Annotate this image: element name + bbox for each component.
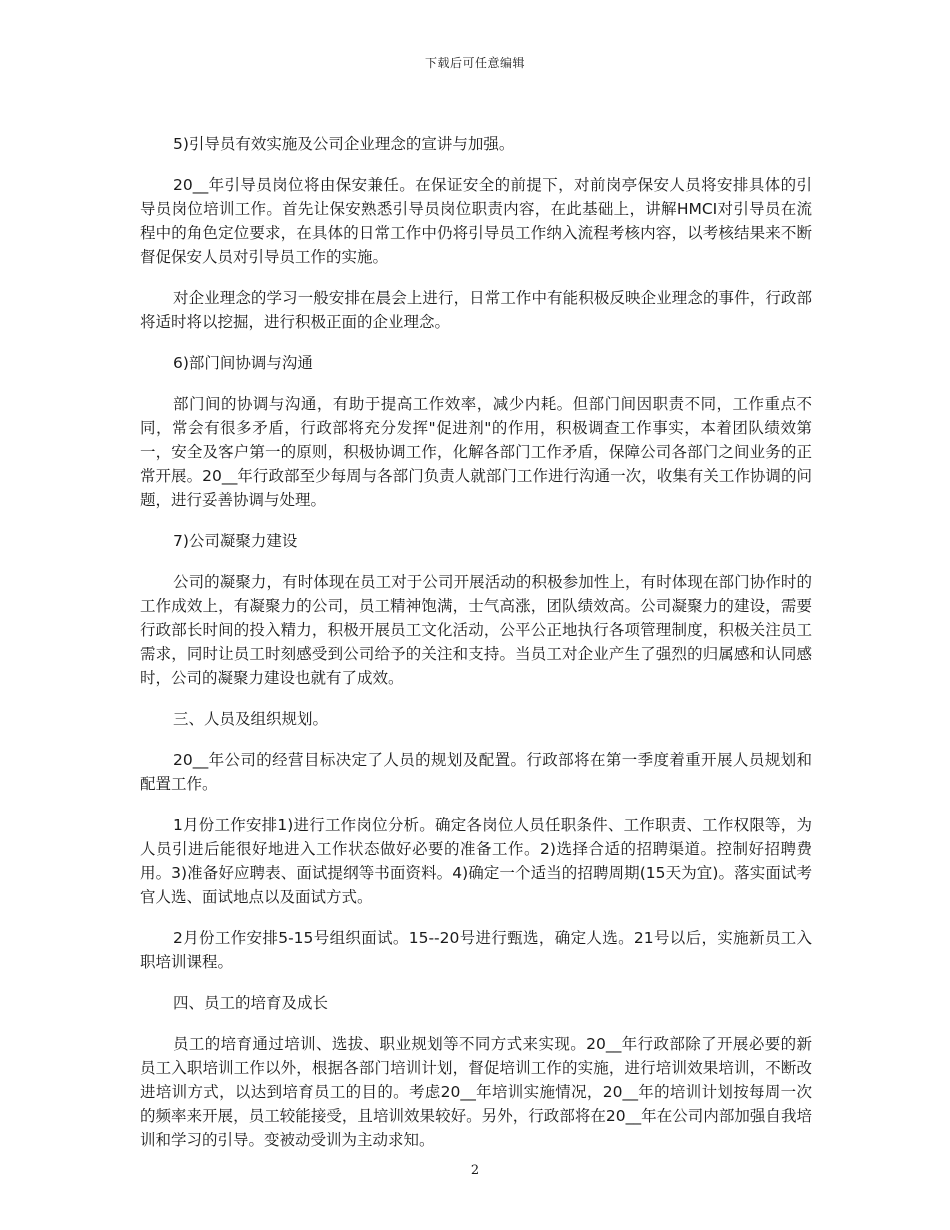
paragraph-dept-coordination: 部门间的协调与沟通，有助于提高工作效率，减少内耗。但部门间因职责不同，工作重点不同，常会有很多矛盾，行政部将充分发挥"促进剂"的作用，积极调查工作事实，本着团队绩效第一，安全及客户第一的原则，积极协调工作，化解各部门工作矛盾，保障公司各部门之间业务的正常开展。20__年行政部至少每周与各部门负责人就部门工作进行沟通一次，收集有关工作协调的问题，进行妥善协调与处理。	[140, 395, 812, 509]
paragraph-item-5-heading: 5)引导员有效实施及公司企业理念的宣讲与加强。	[173, 135, 515, 153]
paragraph-guide-role: 20__年引导员岗位将由保安兼任。在保证安全的前提下，对前岗亭保安人员将安排具体的引导员岗位培训工作。首先让保安熟悉引导员岗位职责内容，在此基础上，讲解HMCI对引导员在流程中的角色定位要求，在具体的日常工作中仍将引导员工作纳入流程考核内容，以考核结果来不断督促保安人员对引导员工作的实施。	[140, 176, 812, 266]
paragraph-personnel-goal: 20__年公司的经营目标决定了人员的规划及配置。行政部将在第一季度着重开展人员规划和配置工作。	[140, 751, 812, 793]
paragraph-cohesion: 公司的凝聚力，有时体现在员工对于公司开展活动的积极参加性上，有时体现在部门协作时的工作成效上，有凝聚力的公司，员工精神饱满，士气高涨，团队绩效高。公司凝聚力的建设，需要行政部长时间的投入精力，积极开展员工文化活动，公平公正地执行各项管理制度，积极关注员工需求，同时让员工时刻感受到公司给予的关注和支持。当员工对企业产生了强烈的归属感和认同感时，公司的凝聚力建设也就有了成效。	[140, 573, 812, 687]
paragraph-enterprise-concept: 对企业理念的学习一般安排在晨会上进行，日常工作中有能积极反映企业理念的事件，行政部将适时将以挖掘，进行积极正面的企业理念。	[140, 289, 812, 331]
paragraph-staff-training: 员工的培育通过培训、选拔、职业规划等不同方式来实现。20__年行政部除了开展必要的新员工入职培训工作以外，根据各部门培训计划，督促培训工作的实施，进行培训效果培训，不断改进培训方式，以达到培育员工的目的。考虑20__年培训实施情况，20__年的培训计划按每周一次的频率来开展，员工较能接受，且培训效果较好。另外，行政部将在20__年在公司内部加强自我培训和学习的引导。变被动受训为主动求知。	[140, 1035, 812, 1149]
page-number: 2	[470, 1163, 480, 1178]
paragraph-january-plan: 1月份工作安排1)进行工作岗位分析。确定各岗位人员任职条件、工作职责、工作权限等，为人员引进后能很好地进入工作状态做好必要的准备工作。2)选择合适的招聘渠道。控制好招聘费用。3)准备好应聘表、面试提纲等书面资料。4)确定一个适当的招聘周期(15天为宜)。落实面试考官人选、面试地点以及面试方式。	[140, 816, 812, 906]
paragraph-item-7-heading: 7)公司凝聚力建设	[173, 532, 298, 550]
paragraph-item-6-heading: 6)部门间协调与沟通	[173, 354, 313, 372]
document-body	[140, 132, 812, 1169]
paragraph-february-plan: 2月份工作安排5-15号组织面试。15--20号进行甄选，确定人选。21号以后，实施新员工入职培训课程。	[140, 929, 812, 971]
section-heading-personnel-planning: 三、人员及组织规划。	[173, 710, 329, 728]
page-header-note: 下载后可任意编辑	[424, 56, 525, 70]
section-heading-staff-development: 四、员工的培育及成长	[173, 994, 329, 1012]
